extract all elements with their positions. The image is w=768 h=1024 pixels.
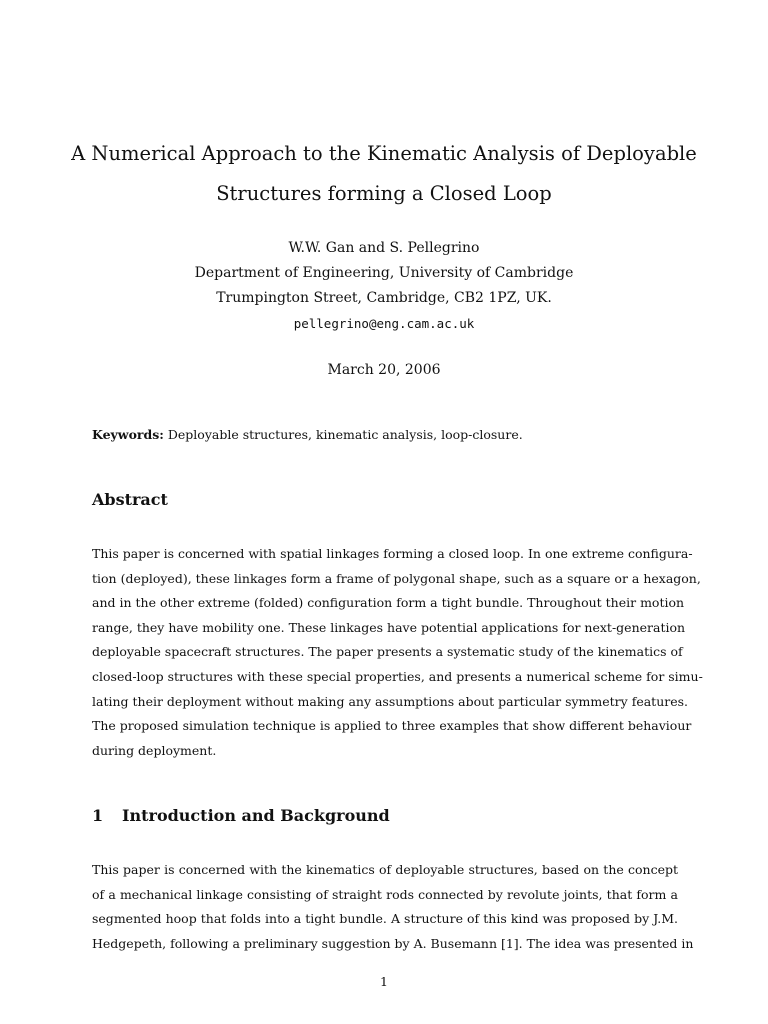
author-block: [60, 236, 708, 336]
abstract-line: closed-loop structures with these special properties, and presents a numerical scheme for simu-: [92, 668, 703, 684]
abstract-line: This paper is concerned with spatial linkages forming a closed loop. In one extreme configura-: [92, 546, 693, 561]
section-title: Introduction and Background: [122, 806, 390, 825]
intro-line: This paper is concerned with the kinematics of deployable structures, based on the concept: [92, 862, 678, 877]
title-line-2: Structures forming a Closed Loop: [216, 182, 552, 205]
abstract-paragraph: [92, 542, 703, 763]
keywords: [92, 427, 682, 442]
intro-line: segmented hoop that folds into a tight bundle. A structure of this kind was proposed by J.M.: [92, 911, 678, 927]
section-heading: [92, 806, 390, 825]
abstract-line: tion (deployed), these linkages form a frame of polygonal shape, such as a square or a hexagon,: [92, 570, 701, 586]
intro-paragraph: [92, 858, 694, 956]
keywords-label: Keywords:: [92, 427, 164, 442]
keywords-text: Deployable structures, kinematic analysis, loop-closure.: [167, 427, 523, 442]
affiliation-department: Department of Engineering, University of Cambridge: [194, 265, 574, 281]
author-email[interactable]: pellegrino@eng.cam.ac.uk: [293, 316, 475, 331]
abstract-line: lating their deployment without making any assumptions about particular symmetry features.: [92, 693, 689, 709]
section-number: 1: [92, 806, 104, 825]
affiliation-address: Trumpington Street, Cambridge, CB2 1PZ, UK.: [216, 290, 552, 306]
title-line-1: A Numerical Approach to the Kinematic Analysis of Deployable: [71, 142, 697, 165]
authors: W.W. Gan and S. Pellegrino: [288, 240, 480, 256]
abstract-line: The proposed simulation technique is applied to three examples that show different behaviour: [92, 718, 692, 734]
abstract-line: deployable spacecraft structures. The paper presents a systematic study of the kinematics of: [92, 644, 683, 660]
abstract-line: during deployment.: [92, 742, 217, 758]
intro-line: of a mechanical linkage consisting of straight rods connected by revolute joints, that form a: [92, 886, 678, 902]
paper-title: [60, 134, 708, 214]
abstract-line: range, they have mobility one. These linkages have potential applications for next-generation: [92, 619, 686, 635]
abstract-line: and in the other extreme (folded) configuration form a tight bundle. Throughout their motion: [92, 595, 685, 611]
page-number: 1: [380, 974, 388, 989]
abstract-heading: Abstract: [92, 490, 168, 509]
paper-date: March 20, 2006: [327, 362, 441, 378]
intro-line: Hedgepeth, following a preliminary suggestion by A. Busemann [1]. The idea was presented in: [92, 935, 694, 951]
